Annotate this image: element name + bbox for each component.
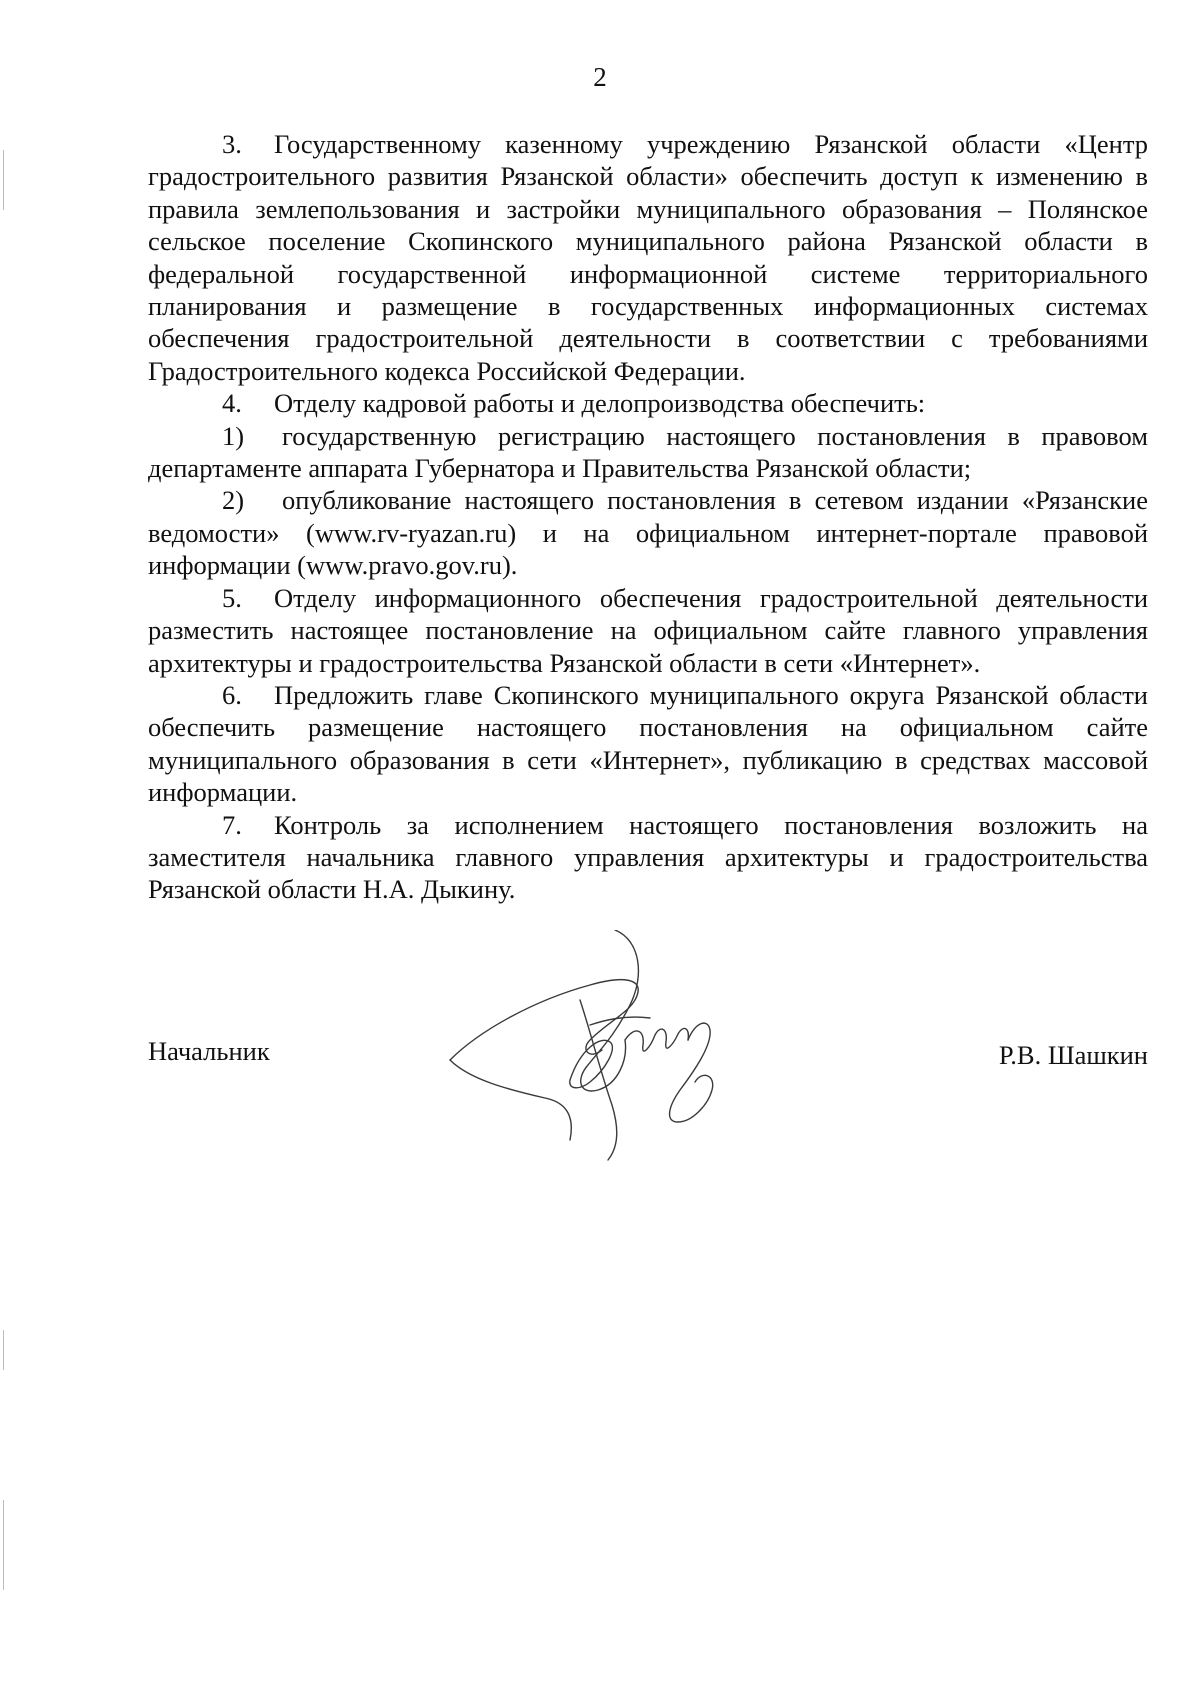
paragraph-number: 3.	[222, 129, 242, 159]
paragraph-text: Отделу кадровой работы и делопроизводства обеспечить:	[274, 388, 926, 419]
scan-margin-mark	[3, 1330, 4, 1370]
paragraph-number: 5.	[222, 582, 242, 613]
subparagraph-1	[148, 420, 1148, 485]
paragraph-3	[148, 128, 1148, 387]
paragraph-text: Предложить главе Скопинского муниципального округа Рязанской области обеспечить размещение настоящего постановления на официальном сайте муниципального образования в сети «Интернет», публикацию в средствах массовой информации.	[148, 679, 1148, 808]
paragraph-number: 4.	[222, 388, 242, 419]
page-number: 2	[593, 62, 607, 92]
paragraph-number: 7.	[222, 809, 242, 840]
subparagraph-number: 1)	[222, 420, 245, 451]
paragraph-text: государственную регистрацию настоящего постановления в правовом департаменте аппарата Губернатора и Правительства Рязанской области;	[148, 420, 1148, 484]
paragraph-text: Контроль за исполнением настоящего постановления возложить на заместителя начальника главного управления архитектуры и градостроительства Рязанской области Н.А. Дыкину.	[148, 809, 1148, 905]
paragraph-text: Государственному казенному учреждению Рязанской области «Центр градостроительного развития Рязанской области» обеспечить доступ к изменению в правила землепользования и застройки муниципального образования – Полянское сельское поселение Скопинского муниципального района Рязанской области в федеральной государственной информационной системе территориального планирования и размещение в государственных информационных системах обеспечения градостроительной деятельности в соответствии с требованиями Градостроительного кодекса Российской Федерации.	[148, 129, 1148, 386]
document-body	[148, 128, 1148, 906]
scan-margin-mark	[3, 1500, 4, 1590]
paragraph-6	[148, 679, 1148, 809]
subparagraph-2	[148, 484, 1148, 581]
signer-name: Р.В. Шашкин	[998, 1040, 1148, 1070]
scan-margin-mark	[3, 150, 4, 210]
paragraph-7	[148, 809, 1148, 906]
paragraph-5	[148, 582, 1148, 679]
paragraph-text: Отделу информационного обеспечения градостроительной деятельности разместить настоящее постановление на официальном сайте главного управления архитектуры и градостроительства Рязанской области в сети «Интернет».	[148, 582, 1148, 678]
paragraph-number: 6.	[222, 679, 242, 710]
paragraph-4	[148, 387, 1148, 419]
signer-position: Начальник	[148, 1036, 270, 1066]
signature-block	[148, 1035, 1148, 1075]
paragraph-text: опубликование настоящего постановления в сетевом издании «Рязанские ведомости» (www.rv-ryazan.ru) и на официальном интернет-портале правовой информации (www.pravo.gov.ru).	[148, 485, 1148, 581]
subparagraph-number: 2)	[222, 485, 245, 516]
